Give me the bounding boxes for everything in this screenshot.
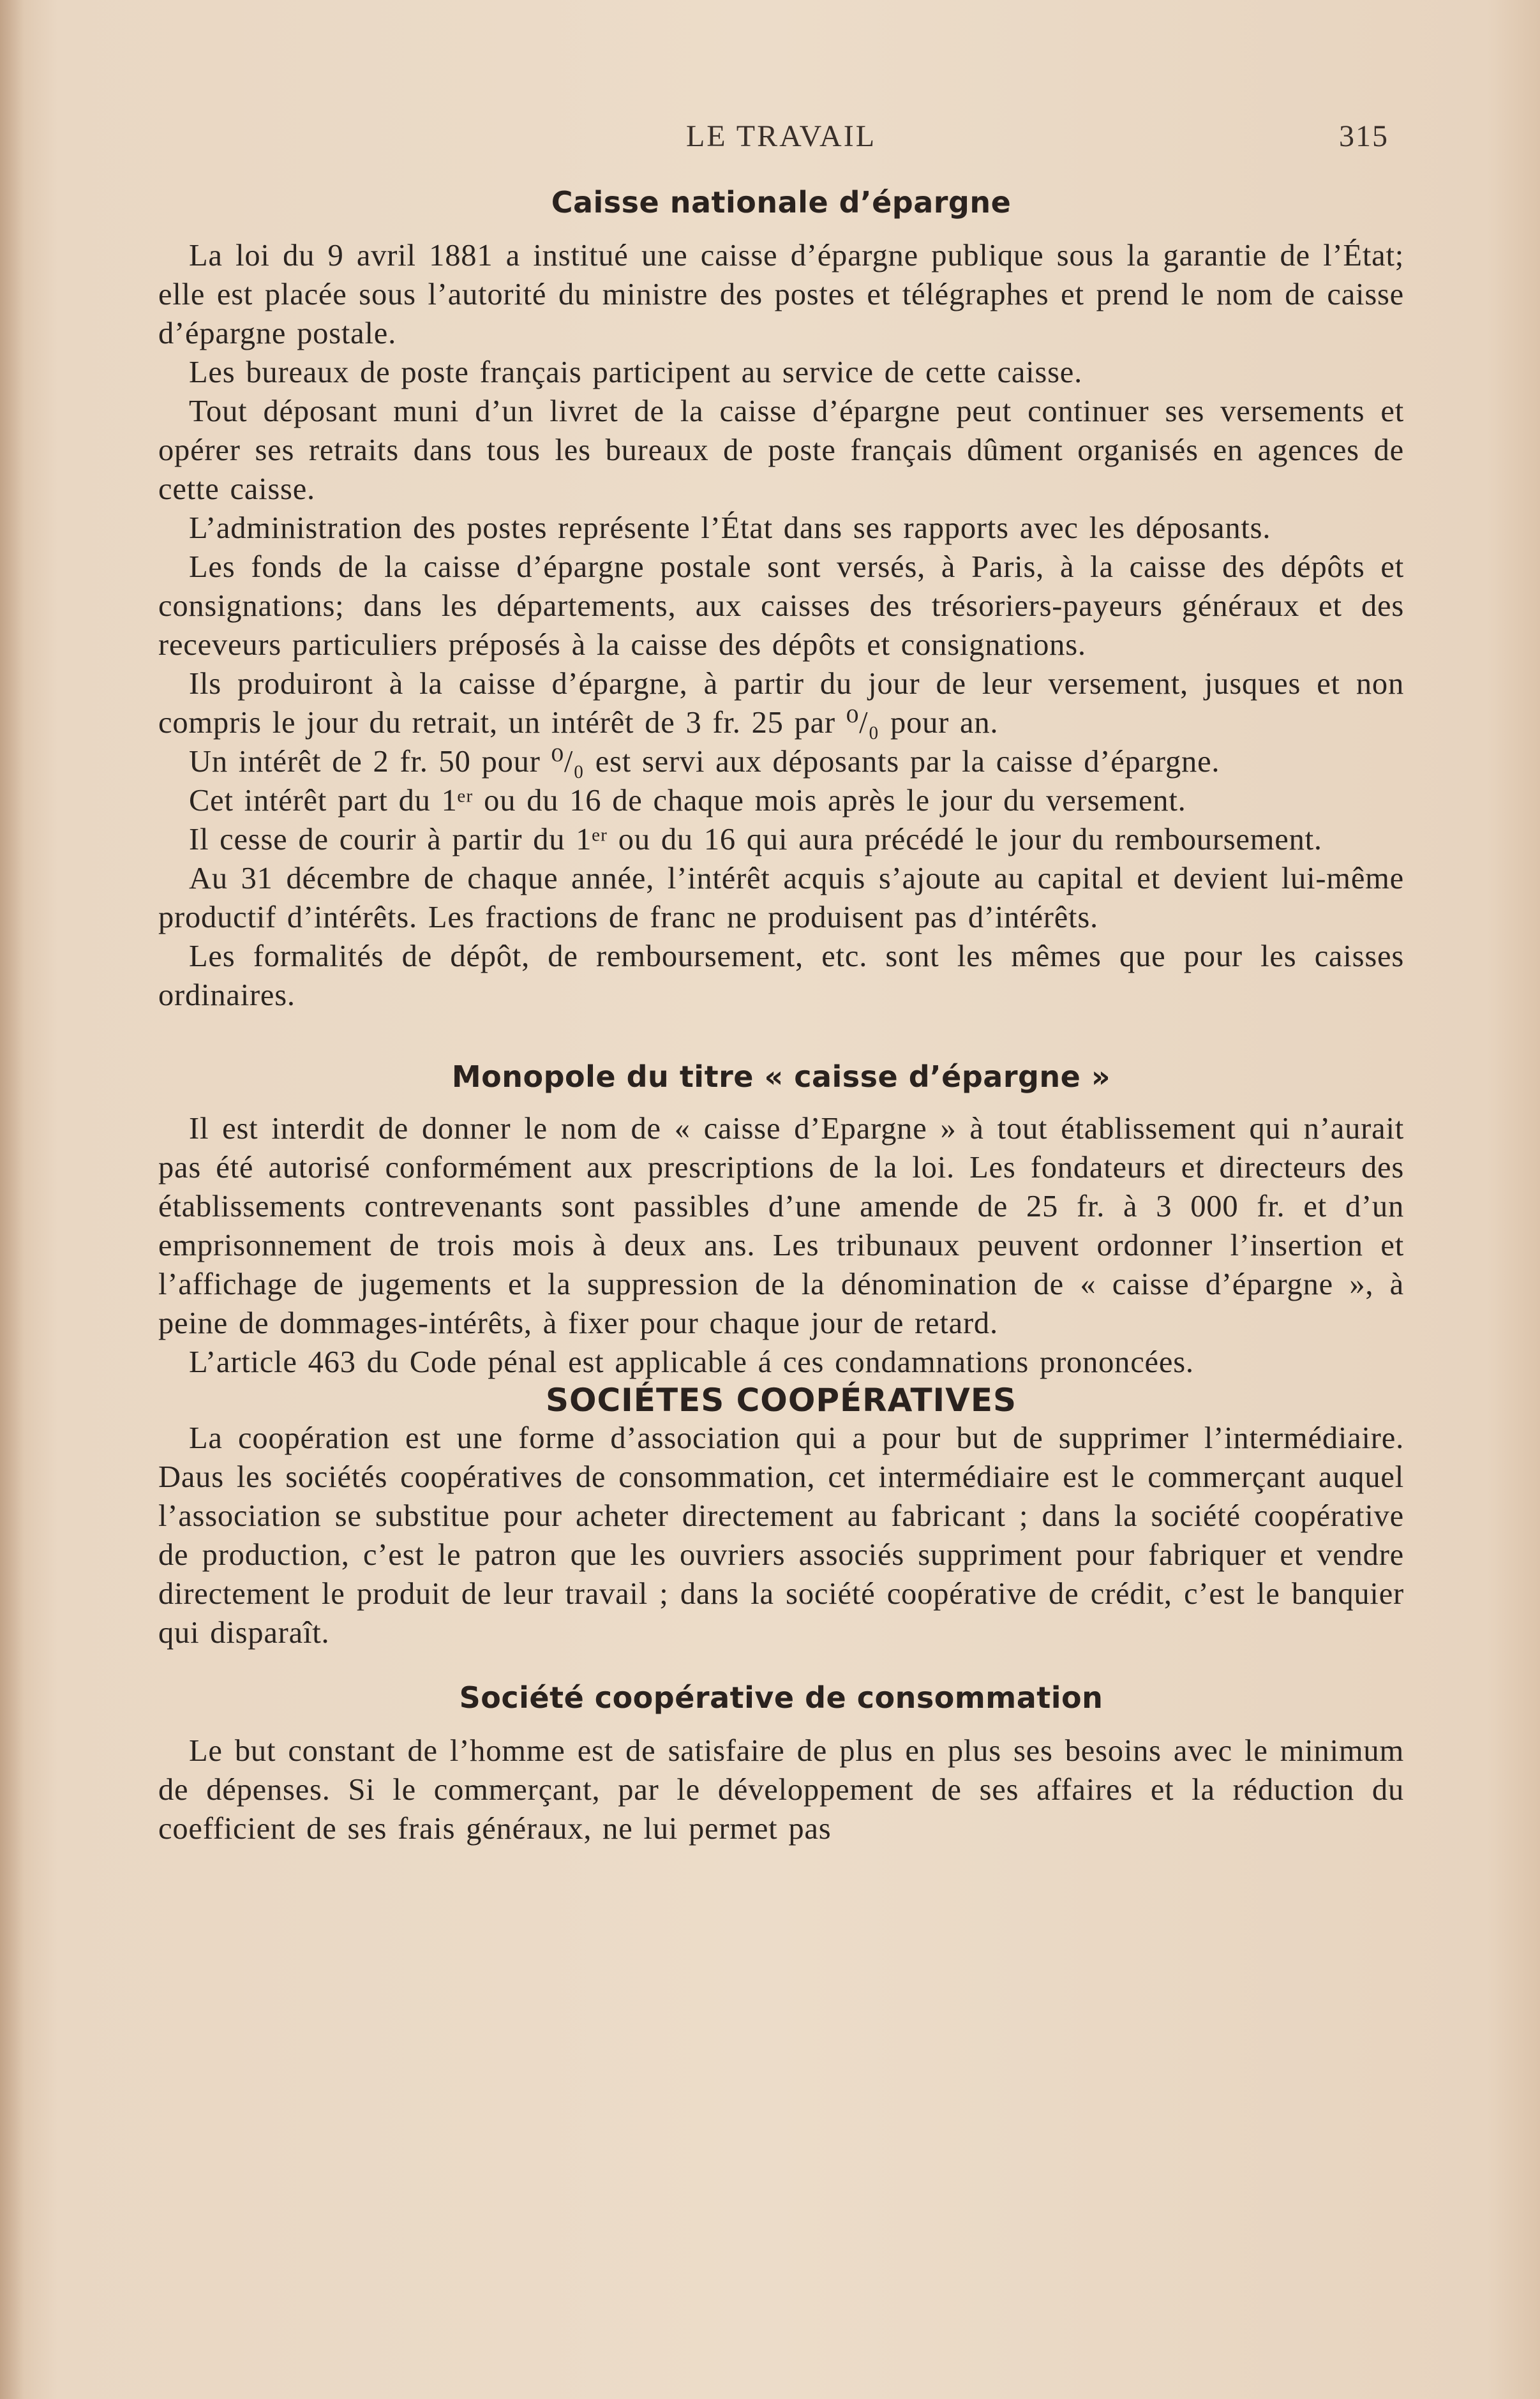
running-head [158, 114, 1404, 172]
paragraph: La loi du 9 avril 1881 a institué une caisse d’épargne publique sous la garantie de l’État; elle est placée sous l’autorité du ministre des postes et télégraphes et prend le nom de caisse d’épargne postale. [158, 239, 1404, 350]
paragraph: Il est interdit de donner le nom de « caisse d’Epargne » à tout établissement qui n’aurait pas été autorisé conformément aux prescriptions de la loi. Les fondateurs et directeurs des établissements contrevenants sont passibles d’une amende de 25 fr. à 3 000 fr. et d’un emprisonnement de trois mois à deux ans. Les tribunaux peuvent ordonner l’insertion et l’affichage de jugements et la suppression de la dénomination de « caisse d’épargne », à peine de dommages-intérêts, à fixer pour chaque jour de retard. [158, 1112, 1404, 1340]
paragraph: Tout déposant muni d’un livret de la caisse d’épargne peut continuer ses versements et opérer ses retraits dans tous les bureaux de poste français dûment organisés en agences de cette caisse. [158, 394, 1404, 506]
paragraph: Les formalités de dépôt, de remboursement, etc. sont les mêmes que pour les caisses ordinaires. [158, 939, 1404, 1012]
paragraph: Les bureaux de poste français participent au service de cette caisse. [189, 355, 1083, 389]
paragraph: Un intérêt de 2 fr. 50 pour ⁰/₀ est servi aux déposants par la caisse d’épargne. [189, 745, 1220, 779]
page-number: 315 [1339, 119, 1389, 153]
book-page [158, 114, 1404, 2309]
paragraph: Le but constant de l’homme est de satisfaire de plus en plus ses besoins avec le minimum de dépenses. Si le commerçant, par le développement de ses affaires et la réduction du coefficient de ses frais généraux, ne lui permet pas [158, 1734, 1404, 1846]
paragraph: Les fonds de la caisse d’épargne postale sont versés, à Paris, à la caisse des dépôts et consignations; dans les départements, aux caisses des trésoriers-payeurs généraux et des receveurs particuliers préposés à la caisse des dépôts et consignations. [158, 550, 1404, 662]
heading-societes-cooperatives: SOCIÉTES COOPÉRATIVES [545, 1382, 1017, 1419]
heading-caisse-nationale: Caisse nationale d’épargne [551, 185, 1012, 220]
paragraph: Il cesse de courir à partir du 1ᵉʳ ou du 16 qui aura précédé le jour du remboursement. [189, 823, 1322, 856]
running-title: LE TRAVAIL [685, 119, 877, 153]
page-edge-shadow [0, 0, 24, 2399]
paragraph: Cet intérêt part du 1ᵉʳ ou du 16 de chaque mois après le jour du versement. [189, 784, 1186, 818]
paragraph: L’administration des postes représente l’État dans ses rapports avec les déposants. [189, 511, 1271, 545]
paragraph: La coopération est une forme d’association qui a pour but de supprimer l’intermédiaire. Daus les sociétés coopératives de consommation, cet intermédiaire est le commerçant auquel l’association se substitue pour acheter directement au fabricant ; dans la société coopérative de production, c’est le patron que les ouvriers associés suppriment pour fabriquer et vendre directement le produit de leur travail ; dans la société coopérative de crédit, c’est le banquier qui disparaît. [158, 1421, 1404, 1650]
heading-monopole: Monopole du titre « caisse d’épargne » [451, 1059, 1111, 1094]
paragraph: Ils produiront à la caisse d’épargne, à partir du jour de leur versement, jusques et non compris le jour du retrait, un intérêt de 3 fr. 25 par ⁰/₀ pour an. [158, 667, 1404, 740]
paragraph: Au 31 décembre de chaque année, l’intérêt acquis s’ajoute au capital et devient lui-même productif d’intérêts. Les fractions de franc ne produisent pas d’intérêts. [158, 862, 1404, 934]
heading-consommation: Société coopérative de consommation [459, 1680, 1103, 1715]
paragraph: L’article 463 du Code pénal est applicable á ces condamnations prononcées. [189, 1345, 1194, 1379]
